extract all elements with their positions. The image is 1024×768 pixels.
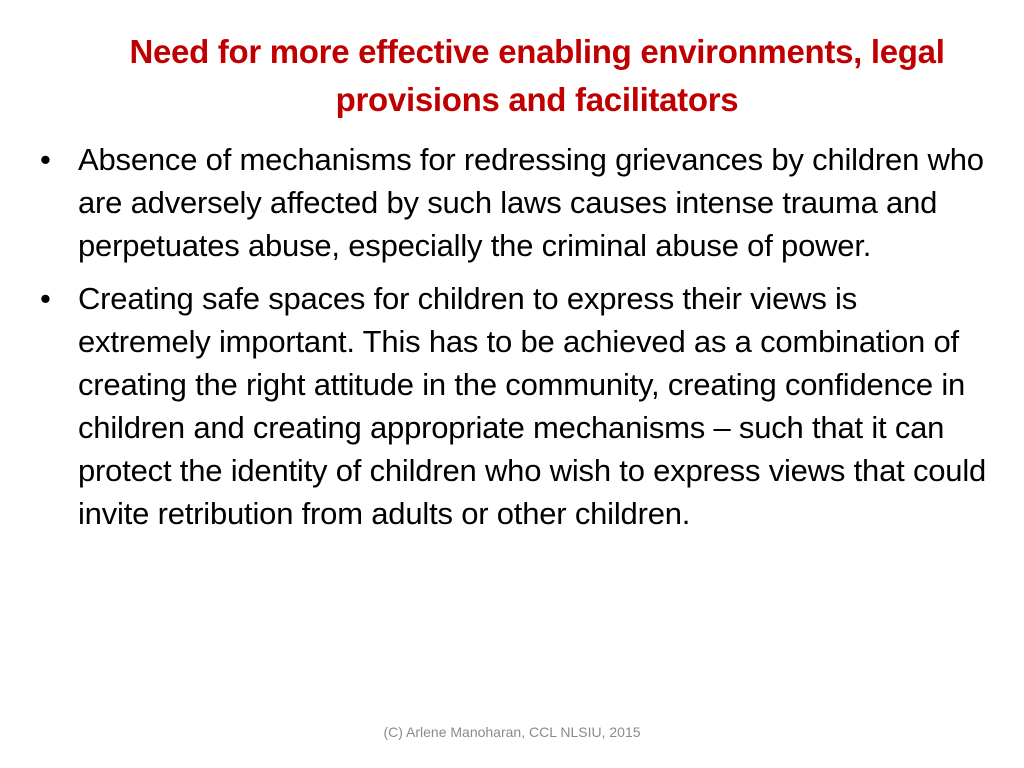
slide-title: Need for more effective enabling environments, legal provisions and facilitators xyxy=(129,33,945,118)
bullet-text: Creating safe spaces for children to express their views is extremely important. This has to be achieved as a combination of creating the right attitude in the community, creating confidence in children and creating appropriate mechanisms – such that it can protect the identity of children who wish to express views that could invite retribution from adults or other children. xyxy=(78,281,987,531)
footer-copyright: (C) Arlene Manoharan, CCL NLSIU, 2015 xyxy=(383,724,641,740)
bullet-icon: • xyxy=(40,142,51,177)
bullet-list xyxy=(32,138,992,545)
bullet-item xyxy=(32,277,992,535)
bullet-text: Absence of mechanisms for redressing grievances by children who are adversely affected by such laws causes intense trauma and perpetuates abuse, especially the criminal abuse of power. xyxy=(78,142,984,263)
bullet-item xyxy=(32,138,992,267)
bullet-icon: • xyxy=(40,281,51,316)
